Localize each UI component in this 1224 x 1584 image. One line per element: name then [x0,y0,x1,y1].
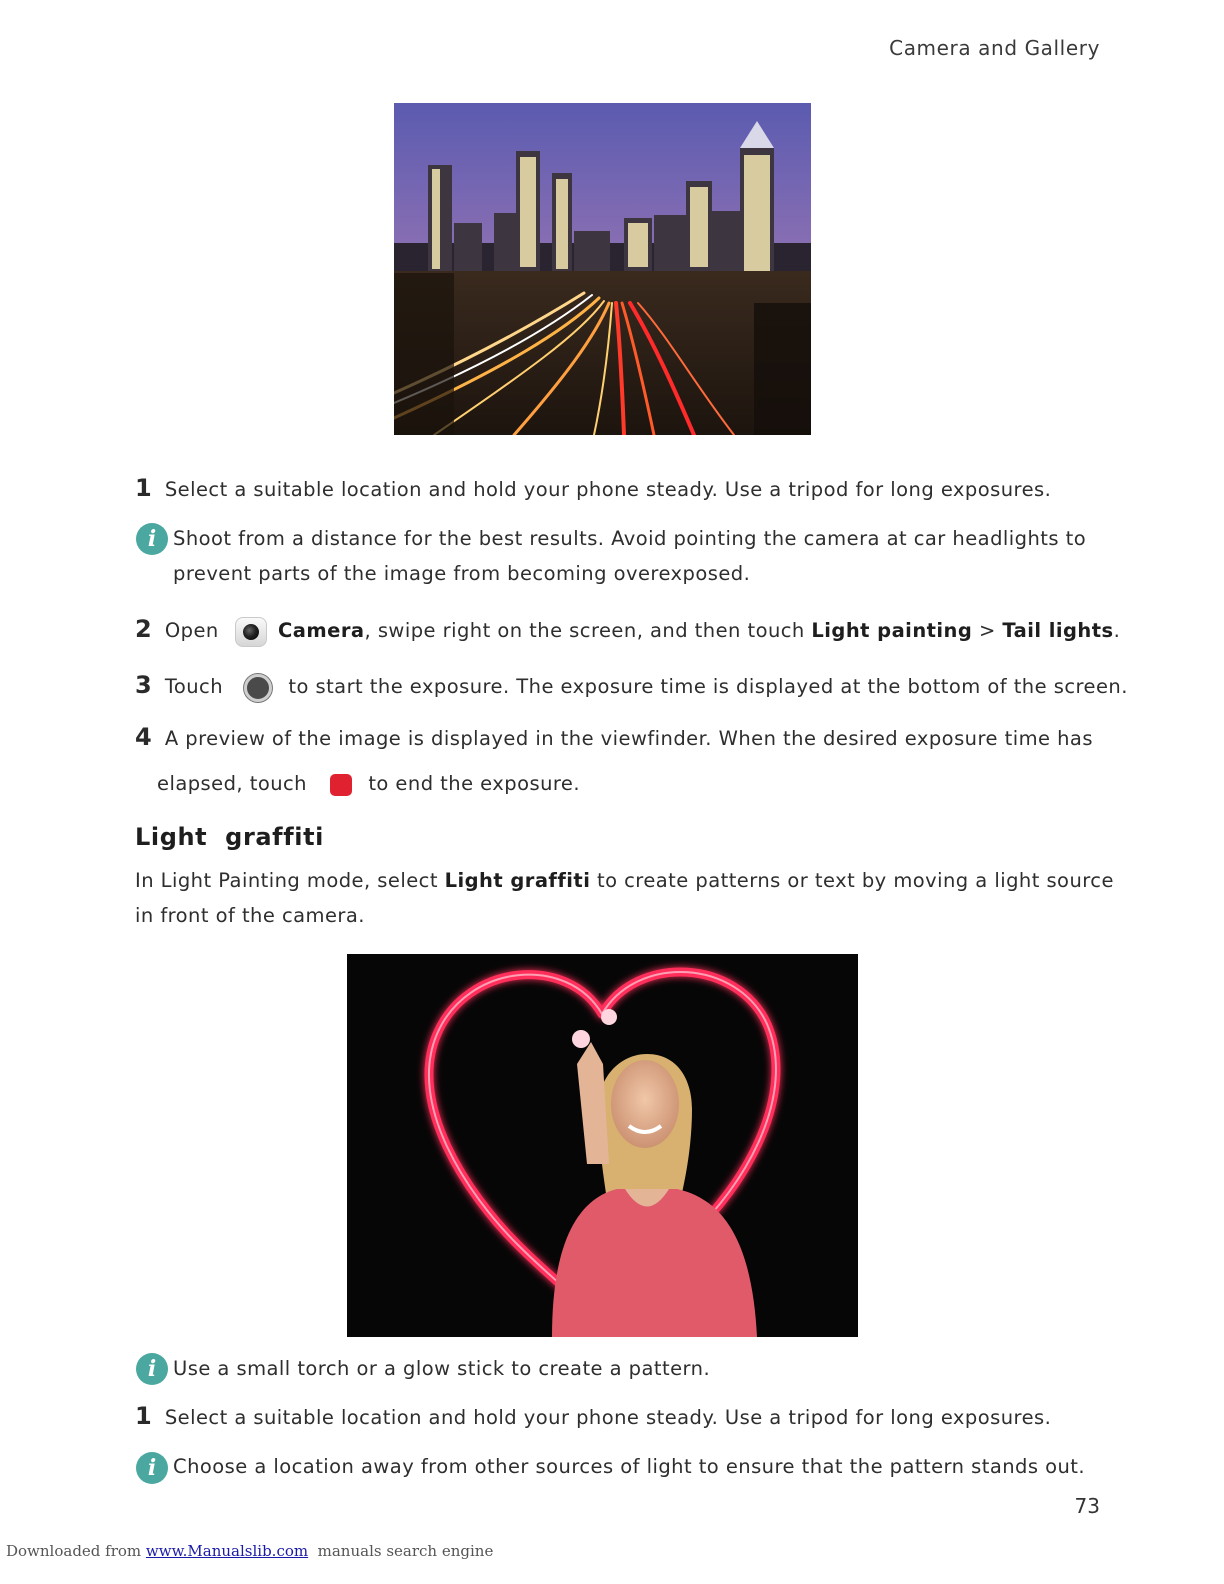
info-icon: i [136,1452,168,1484]
step-4 [135,719,1093,757]
manualslib-link[interactable]: www.Manualslib.com [145,1542,309,1560]
section-heading: Light graffiti [135,823,324,851]
step-3 [135,667,1128,705]
stop-icon [330,774,352,796]
note-3: Choose a location away from other sources of light to ensure that the pattern stands out. [173,1455,1086,1478]
light-graffiti-photo [347,954,858,1337]
step-text: elapsed, touch [157,772,307,795]
info-icon: i [136,523,168,555]
step-1-graffiti [135,1398,1051,1436]
step-text: to end the exposure. [368,772,581,795]
separator: > [972,619,1003,642]
section-intro-line-1 [135,863,1114,899]
intro-text: to create patterns or text by moving a light source [590,869,1114,892]
footer-suffix: manuals search engine [308,1542,494,1560]
step-text-end: . [1113,619,1121,642]
step-number: 3 [135,671,153,699]
step-text: Select a suitable location and hold your phone steady. Use a tripod for long exposures. [164,478,1052,501]
step-2 [135,611,1120,649]
note-line-1: Shoot from a distance for the best results. Avoid pointing the camera at car headlights to [173,527,1087,550]
step-number: 2 [135,615,153,643]
step-number: 4 [135,723,153,751]
step-number: 1 [135,1402,153,1430]
camera-app-icon [235,617,267,647]
light-graffiti-label: Light graffiti [444,869,591,892]
step-text: A preview of the image is displayed in the viewfinder. When the desired exposure time has [164,727,1093,750]
step-text-open: Open [164,619,219,642]
note-line-2: prevent parts of the image from becoming overexposed. [173,562,751,585]
city-night-photo [394,103,811,435]
intro-text: In Light Painting mode, select [135,869,445,892]
header-title: Camera and Gallery [889,36,1100,60]
light-graffiti-illustration [347,954,858,1337]
note-2: Use a small torch or a glow stick to create a pattern. [173,1357,711,1380]
step-number: 1 [135,474,153,502]
city-night-illustration [394,103,811,435]
step-text: Select a suitable location and hold your phone steady. Use a tripod for long exposures. [164,1406,1052,1429]
footer-prefix: Downloaded from [6,1542,146,1560]
step-1 [135,470,1051,508]
step-4-continued [157,766,580,802]
page-number: 73 [1074,1494,1100,1518]
camera-label: Camera [278,619,365,642]
step-text-touch: Touch [164,675,224,698]
section-intro-line-2: in front of the camera. [135,904,365,927]
info-icon: i [136,1353,168,1385]
tail-lights-label: Tail lights [1002,619,1114,642]
step-text: to start the exposure. The exposure time is displayed at the bottom of the screen. [288,675,1128,698]
footer [6,1542,493,1560]
shutter-icon [244,674,272,702]
step-text-mid: , swipe right on the screen, and then touch [364,619,812,642]
light-painting-label: Light painting [811,619,973,642]
